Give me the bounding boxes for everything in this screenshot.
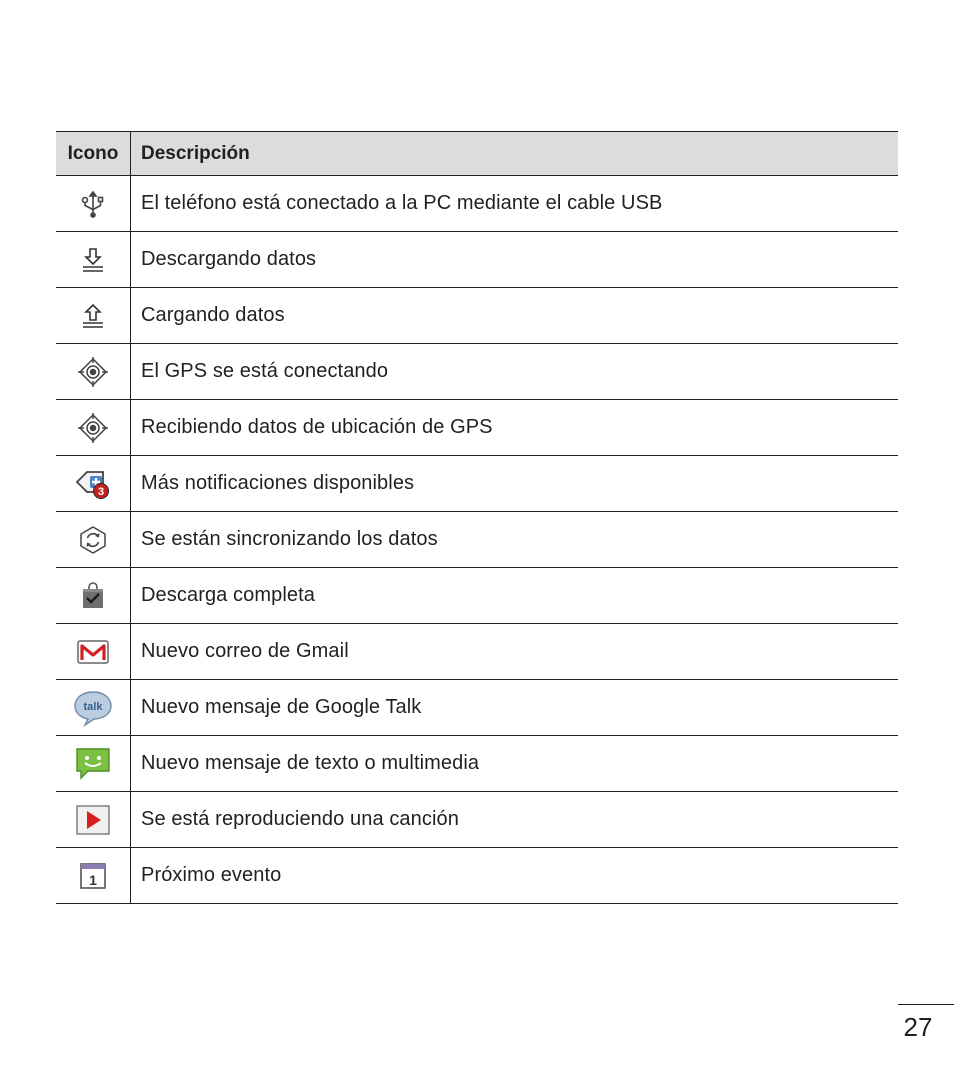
header-icon: Icono [56,132,131,176]
calendar-icon [78,861,108,891]
row-description: Nuevo correo de Gmail [131,624,899,680]
table-row [56,624,898,680]
page-number-rule [898,1004,954,1005]
gps-receiving-icon [77,412,109,444]
row-description: Se están sincronizando los datos [131,512,899,568]
row-description: Cargando datos [131,288,899,344]
row-description: El GPS se está conectando [131,344,899,400]
sync-icon [77,524,109,556]
message-icon [74,746,112,782]
gmail-icon [76,638,110,666]
page-number: 27 [903,1012,933,1042]
row-description: Descargando datos [131,232,899,288]
usb-icon [78,189,108,219]
table-row [56,176,898,232]
row-description: Recibiendo datos de ubicación de GPS [131,400,899,456]
table-row [56,400,898,456]
row-description: Más notificaciones disponibles [131,456,899,512]
table-row [56,848,898,904]
table-row [56,568,898,624]
music-play-icon [75,804,111,836]
row-description: Descarga completa [131,568,899,624]
upload-icon [78,301,108,331]
download-icon [78,245,108,275]
table-row [56,512,898,568]
header-description: Descripción [131,132,899,176]
table-row [56,456,898,512]
table-row [56,680,898,736]
more-notifications-icon [73,467,113,501]
google-talk-icon [72,689,114,727]
download-complete-icon [78,581,108,611]
row-description: Nuevo mensaje de texto o multimedia [131,736,899,792]
row-description: El teléfono está conectado a la PC mediante el cable USB [131,176,899,232]
row-description: Se está reproduciendo una canción [131,792,899,848]
table-row [56,232,898,288]
row-description: Nuevo mensaje de Google Talk [131,680,899,736]
table-header-row [56,132,898,176]
table-row [56,288,898,344]
talk-label: talk [83,700,103,713]
notification-count-badge: 3 [97,485,105,498]
row-description: Próximo evento [131,848,899,904]
table-row [56,792,898,848]
table-row [56,736,898,792]
table-row [56,344,898,400]
status-icons-table [56,131,898,904]
calendar-day-label: 1 [89,871,97,888]
gps-connecting-icon [77,356,109,388]
